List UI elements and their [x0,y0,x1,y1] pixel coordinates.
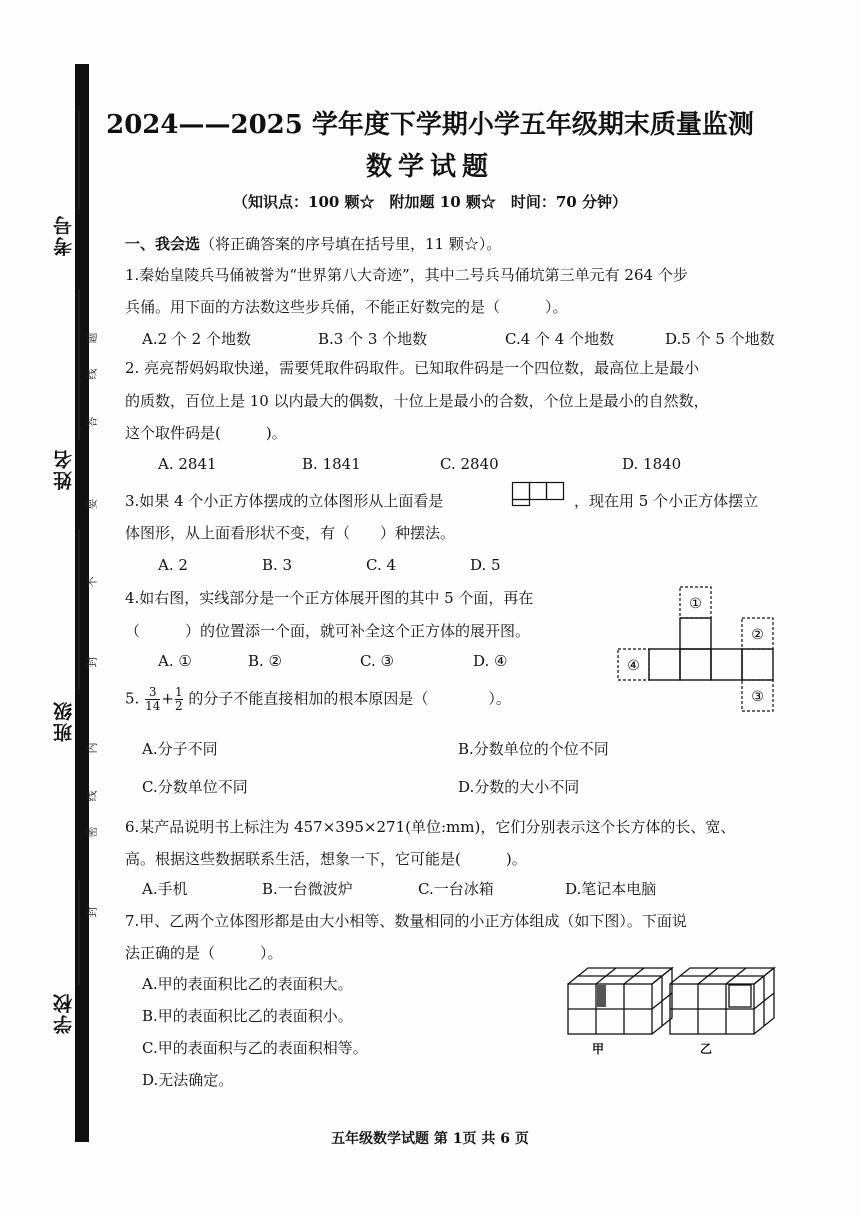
exam-title: 2024——2025 学年度下学期小学五年级期末质量监测 [106,110,754,140]
q1-text-line: 兵俑。用下面的方法数这些步兵俑，不能正好数完的是（ ）。 [125,298,568,316]
q5-option-b: B.分数单位的个位不同 [458,740,609,758]
exam-meta: （知识点：100 颗☆ 附加题 10 颗☆ 时间：70 分钟） [233,193,627,211]
fraction-denominator: 2 [174,699,183,713]
q7-option-a: A.甲的表面积比乙的表面积大。 [142,975,353,993]
q1-text-line: 1.秦始皇陵兵马俑被誉为“世界第八大奇迹”，其中二号兵马俑坑第三单元有 264 个步 [125,266,688,284]
q6-option-a: A.手机 [142,880,188,898]
q1-option-a: A.2 个 2 个地数 [142,330,251,348]
q5-text-line [125,686,511,713]
figure-label-yi: 乙 [700,1042,713,1056]
q3-option-b: B. 3 [262,556,293,574]
q6-text-line: 高。根据这些数据联系生活，想象一下，它可能是( )。 [125,850,527,868]
fraction-denominator: 14 [145,699,161,713]
q2-option-b: B. 1841 [302,455,361,473]
q3-text-line-part1: 3.如果 4 个小正方体摆成的立体图形从上面看是 [125,492,444,510]
q6-text-line: 6.某产品说明书上标注为 457×395×271(单位:mm)，它们分别表示这个长方体的长、宽、 [125,818,736,836]
seal-char: 线 [85,368,99,380]
q3-text-line: 体图形，从上面看形状不变，有（ ）种摆法。 [125,524,456,542]
q7-text-line: 7.甲、乙两个立体图形都是由大小相等、数量相同的小正方体组成（如下图）。下面说 [125,912,687,930]
figure-label-jia: 甲 [592,1042,605,1056]
q5-option-d: D.分数的大小不同 [458,778,580,796]
section-instruction: （将正确答案的序号填在括号里，11 颗☆）。 [200,235,502,253]
q2-text-line: 这个取件码是( )。 [125,424,287,442]
q4-option-d: D. ④ [473,652,508,670]
section-heading [125,233,501,254]
page-footer: 五年级数学试题 第 1页 共 6 页 [331,1131,529,1147]
q1-option-c: C.4 个 4 个地数 [505,330,615,348]
solid-figure-yi [668,962,798,1040]
q2-option-d: D. 1840 [622,455,682,473]
fraction-numerator: 1 [174,685,183,699]
seal-char: 题 [85,332,99,344]
net-marker-1: ① [689,596,702,612]
q2-option-a: A. 2841 [158,455,217,473]
seal-char: 密 [85,826,99,838]
school-underline [78,880,80,985]
q2-text-line: 的质数，百位上是 10 以内最大的偶数，十位上是最小的合数，个位上是最小的自然数， [125,392,709,410]
seal-char: 封 [85,906,99,918]
fraction-3-14 [145,686,160,713]
q3-option-a: A. 2 [158,556,188,574]
q7-option-d: D.无法确定。 [142,1071,234,1089]
q6-option-b: B.一台微波炉 [262,880,353,898]
class-underline [78,530,80,690]
net-marker-4: ④ [627,658,640,674]
exam-number-label: 考号 [53,214,75,256]
q3-option-d: D. 5 [470,556,501,574]
q3-option-c: C. 4 [366,556,397,574]
seal-char: 要 [85,498,99,510]
q1-option-b: B.3 个 3 个地数 [318,330,428,348]
q4-option-c: C. ③ [360,652,394,670]
q7-option-c: C.甲的表面积与乙的表面积相等。 [142,1039,368,1057]
class-label: 班级 [53,700,75,742]
q6-option-c: C.一台冰箱 [418,880,494,898]
q5-question-text: 的分子不能直接相加的根本原因是（ ）。 [188,689,511,708]
fraction-numerator: 3 [148,685,157,699]
q5-number: 5. [125,689,140,708]
q5-option-c: C.分数单位不同 [142,778,248,796]
school-label: 学校 [53,992,75,1034]
seal-char: 封 [85,656,99,668]
q4-option-a: A. ① [158,652,192,670]
q4-text-line: 4.如右图，实线部分是一个正方体展开图的其中 5 个面，再在 [125,589,534,607]
plus-sign: + [161,689,174,708]
seal-char: 答 [85,416,99,428]
seal-char: 线 [85,790,99,802]
q4-option-b: B. ② [248,652,283,670]
q4-text-line: （ ）的位置添一个面，就可补全这个正方体的展开图。 [125,622,531,640]
seal-char: 不 [85,576,99,588]
cube-net-diagram [618,586,778,714]
seal-char: 内 [85,742,99,754]
q7-text-line: 法正确的是（ ）。 [125,944,283,962]
fraction-1-2 [175,686,183,713]
name-underline [78,290,80,440]
exam-subtitle: 数学试题 [365,152,494,182]
q5-option-a: A.分子不同 [142,740,218,758]
q1-option-d: D.5 个 5 个地数 [665,330,775,348]
net-marker-3: ③ [751,689,764,705]
q7-option-b: B.甲的表面积比乙的表面积小。 [142,1007,353,1025]
top-view-shape-icon [512,482,566,506]
name-label: 姓名 [53,448,75,490]
section-title: 一、我会选 [125,235,201,253]
q6-option-d: D.笔记本电脑 [565,880,657,898]
net-marker-2: ② [751,627,764,643]
q2-text-line: 2. 亮亮帮妈妈取快递，需要凭取件码取件。已知取件码是一个四位数，最高位上是最小 [125,359,700,377]
q2-option-c: C. 2840 [440,455,499,473]
q3-text-line-part2: ，现在用 5 个小正方体摆立 [574,492,759,510]
